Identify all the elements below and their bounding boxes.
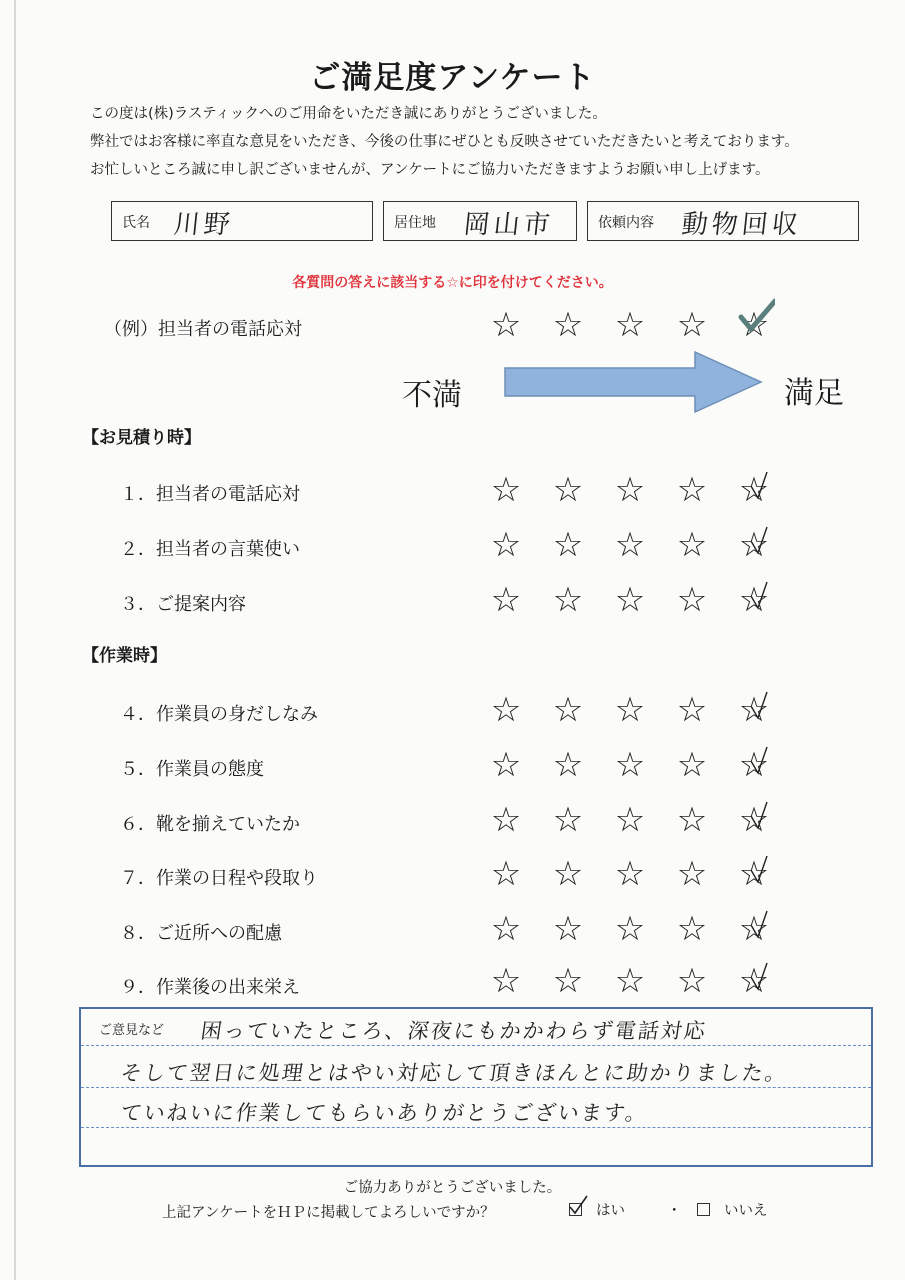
star-icon[interactable]: ☆ xyxy=(552,800,584,840)
comments-area[interactable] xyxy=(79,1007,873,1167)
star-icon[interactable]: ☆ xyxy=(723,911,785,947)
scale-arrow xyxy=(503,350,765,414)
request-field[interactable] xyxy=(587,201,859,241)
request-value: 動物回収 xyxy=(680,210,804,240)
section-title-estimate: 【お見積り時】 xyxy=(82,428,201,448)
star-icon[interactable]: ☆ xyxy=(552,745,584,785)
star-rating-q9[interactable] xyxy=(475,963,785,999)
example-star-rating[interactable] xyxy=(475,307,785,343)
star-icon[interactable]: ☆ xyxy=(490,525,522,565)
star-icon[interactable]: ☆ xyxy=(552,580,584,620)
star-rating-q8[interactable] xyxy=(475,911,785,947)
star-rating-q5[interactable] xyxy=(475,747,785,783)
star-icon[interactable]: ☆ xyxy=(552,525,584,565)
checkmark-icon xyxy=(741,957,781,997)
star-icon[interactable]: ☆ xyxy=(614,690,646,730)
star-icon[interactable]: ☆ xyxy=(614,745,646,785)
star-icon[interactable]: ☆ xyxy=(490,580,522,620)
star-icon[interactable]: ☆ xyxy=(676,800,708,840)
star-icon[interactable]: ☆ xyxy=(614,854,646,894)
star-icon[interactable]: ☆ xyxy=(490,800,522,840)
star-icon[interactable]: ☆ xyxy=(552,690,584,730)
separator-dot: ・ xyxy=(667,1203,682,1219)
star-icon[interactable]: ☆ xyxy=(490,305,522,345)
star-icon[interactable]: ☆ xyxy=(614,909,646,949)
star-icon[interactable]: ☆ xyxy=(490,909,522,949)
question-label: ４．作業員の身だしなみ xyxy=(120,704,318,725)
star-icon[interactable]: ☆ xyxy=(614,305,646,345)
no-checkbox[interactable] xyxy=(697,1203,710,1216)
star-icon[interactable]: ☆ xyxy=(723,527,785,563)
checkmark-icon xyxy=(735,295,775,335)
checkmark-icon xyxy=(741,521,781,561)
star-icon[interactable]: ☆ xyxy=(723,802,785,838)
star-icon[interactable]: ☆ xyxy=(490,470,522,510)
star-icon[interactable]: ☆ xyxy=(490,854,522,894)
star-icon[interactable]: ☆ xyxy=(676,525,708,565)
question-label: ５．作業員の態度 xyxy=(120,759,264,780)
question-label: ８．ご近所への配慮 xyxy=(120,923,282,944)
star-icon[interactable]: ☆ xyxy=(723,472,785,508)
scale-high-label: 満足 xyxy=(784,376,844,411)
question-label: ７．作業の日程や段取り xyxy=(120,868,318,889)
checkmark-icon xyxy=(741,741,781,781)
checkmark-icon xyxy=(741,576,781,616)
comments-label: ご意見など xyxy=(99,1023,165,1038)
no-label: いいえ xyxy=(724,1203,768,1219)
publish-yes-option[interactable] xyxy=(569,1199,625,1220)
residence-label: 居住地 xyxy=(394,215,436,231)
scale-low-label: 不満 xyxy=(402,378,462,413)
star-rating-q7[interactable] xyxy=(475,856,785,892)
star-icon[interactable]: ☆ xyxy=(552,961,584,1001)
comment-line-3: ていねいに作業してもらいありがとうございます。 xyxy=(119,1101,650,1125)
star-icon[interactable]: ☆ xyxy=(552,305,584,345)
checkmark-icon xyxy=(741,850,781,890)
section-title-work: 【作業時】 xyxy=(82,646,167,666)
star-icon[interactable]: ☆ xyxy=(676,305,708,345)
publish-question: 上記アンケートをＨＰに掲載してよろしいですか？ xyxy=(162,1205,495,1221)
residence-value: 岡山市 xyxy=(462,210,556,240)
star-icon[interactable]: ☆ xyxy=(723,856,785,892)
star-icon[interactable]: ☆ xyxy=(490,690,522,730)
yes-label: はい xyxy=(596,1203,625,1219)
comment-rule xyxy=(81,1127,871,1128)
star-icon[interactable]: ☆ xyxy=(723,582,785,618)
survey-title: ご満足度アンケート xyxy=(309,60,596,96)
star-icon[interactable]: ☆ xyxy=(614,470,646,510)
question-label: ９．作業後の出来栄え xyxy=(120,977,300,998)
yes-checkbox[interactable] xyxy=(569,1203,582,1216)
checkmark-icon xyxy=(741,796,781,836)
name-field[interactable] xyxy=(111,201,373,241)
star-icon[interactable]: ☆ xyxy=(676,580,708,620)
checkmark-icon xyxy=(568,1195,588,1217)
star-icon[interactable]: ☆ xyxy=(676,854,708,894)
question-label: ６．靴を揃えていたか xyxy=(120,814,300,835)
star-icon[interactable]: ☆ xyxy=(676,470,708,510)
star-rating-q3[interactable] xyxy=(475,582,785,618)
star-icon[interactable]: ☆ xyxy=(676,909,708,949)
star-icon[interactable]: ☆ xyxy=(614,961,646,1001)
intro-line-2: 弊社ではお客様に率直な意見をいただき、今後の仕事にぜひとも反映させていただきたいと考えております。 xyxy=(90,134,799,150)
comment-line-2: そして翌日に処理とはやい対応して頂きほんとに助かりました。 xyxy=(119,1061,790,1085)
star-rating-q1[interactable] xyxy=(475,472,785,508)
page-left-margin-line xyxy=(14,0,16,1280)
star-icon[interactable]: ☆ xyxy=(614,525,646,565)
star-rating-q6[interactable] xyxy=(475,802,785,838)
star-icon[interactable]: ☆ xyxy=(676,690,708,730)
star-icon[interactable]: ☆ xyxy=(490,745,522,785)
publish-no-option[interactable] xyxy=(697,1199,768,1220)
request-label: 依頼内容 xyxy=(598,215,654,231)
thanks-text: ご協力ありがとうございました。 xyxy=(343,1180,562,1196)
star-icon[interactable]: ☆ xyxy=(723,307,785,343)
instruction-text: 各質問の答えに該当する☆に印を付けてください。 xyxy=(292,275,613,291)
comment-line-1: 困っていたところ、深夜にもかかわらず電話対応 xyxy=(199,1019,709,1043)
star-icon[interactable]: ☆ xyxy=(676,961,708,1001)
question-label: １．担当者の電話応対 xyxy=(120,484,300,505)
star-icon[interactable]: ☆ xyxy=(723,692,785,728)
star-icon[interactable]: ☆ xyxy=(552,854,584,894)
example-label: （例）担当者の電話応対 xyxy=(104,319,302,340)
star-rating-q4[interactable] xyxy=(475,692,785,728)
checkmark-icon xyxy=(741,905,781,945)
checkmark-icon xyxy=(741,466,781,506)
question-label: ２．担当者の言葉使い xyxy=(120,539,300,560)
residence-field[interactable] xyxy=(383,201,577,241)
star-rating-q2[interactable] xyxy=(475,527,785,563)
checkmark-icon xyxy=(741,686,781,726)
star-icon[interactable]: ☆ xyxy=(552,470,584,510)
name-value: 川野 xyxy=(172,210,236,240)
star-icon[interactable]: ☆ xyxy=(676,745,708,785)
comment-rule xyxy=(81,1087,871,1088)
comment-rule xyxy=(81,1045,871,1046)
intro-line-1: この度は(株)ラスティックへのご用命をいただき誠にありがとうございました。 xyxy=(90,106,607,122)
name-label: 氏名 xyxy=(122,215,150,231)
star-icon[interactable]: ☆ xyxy=(552,909,584,949)
star-icon[interactable]: ☆ xyxy=(614,580,646,620)
star-icon[interactable]: ☆ xyxy=(723,963,785,999)
star-icon[interactable]: ☆ xyxy=(723,747,785,783)
star-icon[interactable]: ☆ xyxy=(614,800,646,840)
intro-line-3: お忙しいところ誠に申し訳ございませんが、アンケートにご協力いただきますようお願い申し上げます。 xyxy=(90,162,770,178)
question-label: ３．ご提案内容 xyxy=(120,594,246,615)
star-icon[interactable]: ☆ xyxy=(490,961,522,1001)
